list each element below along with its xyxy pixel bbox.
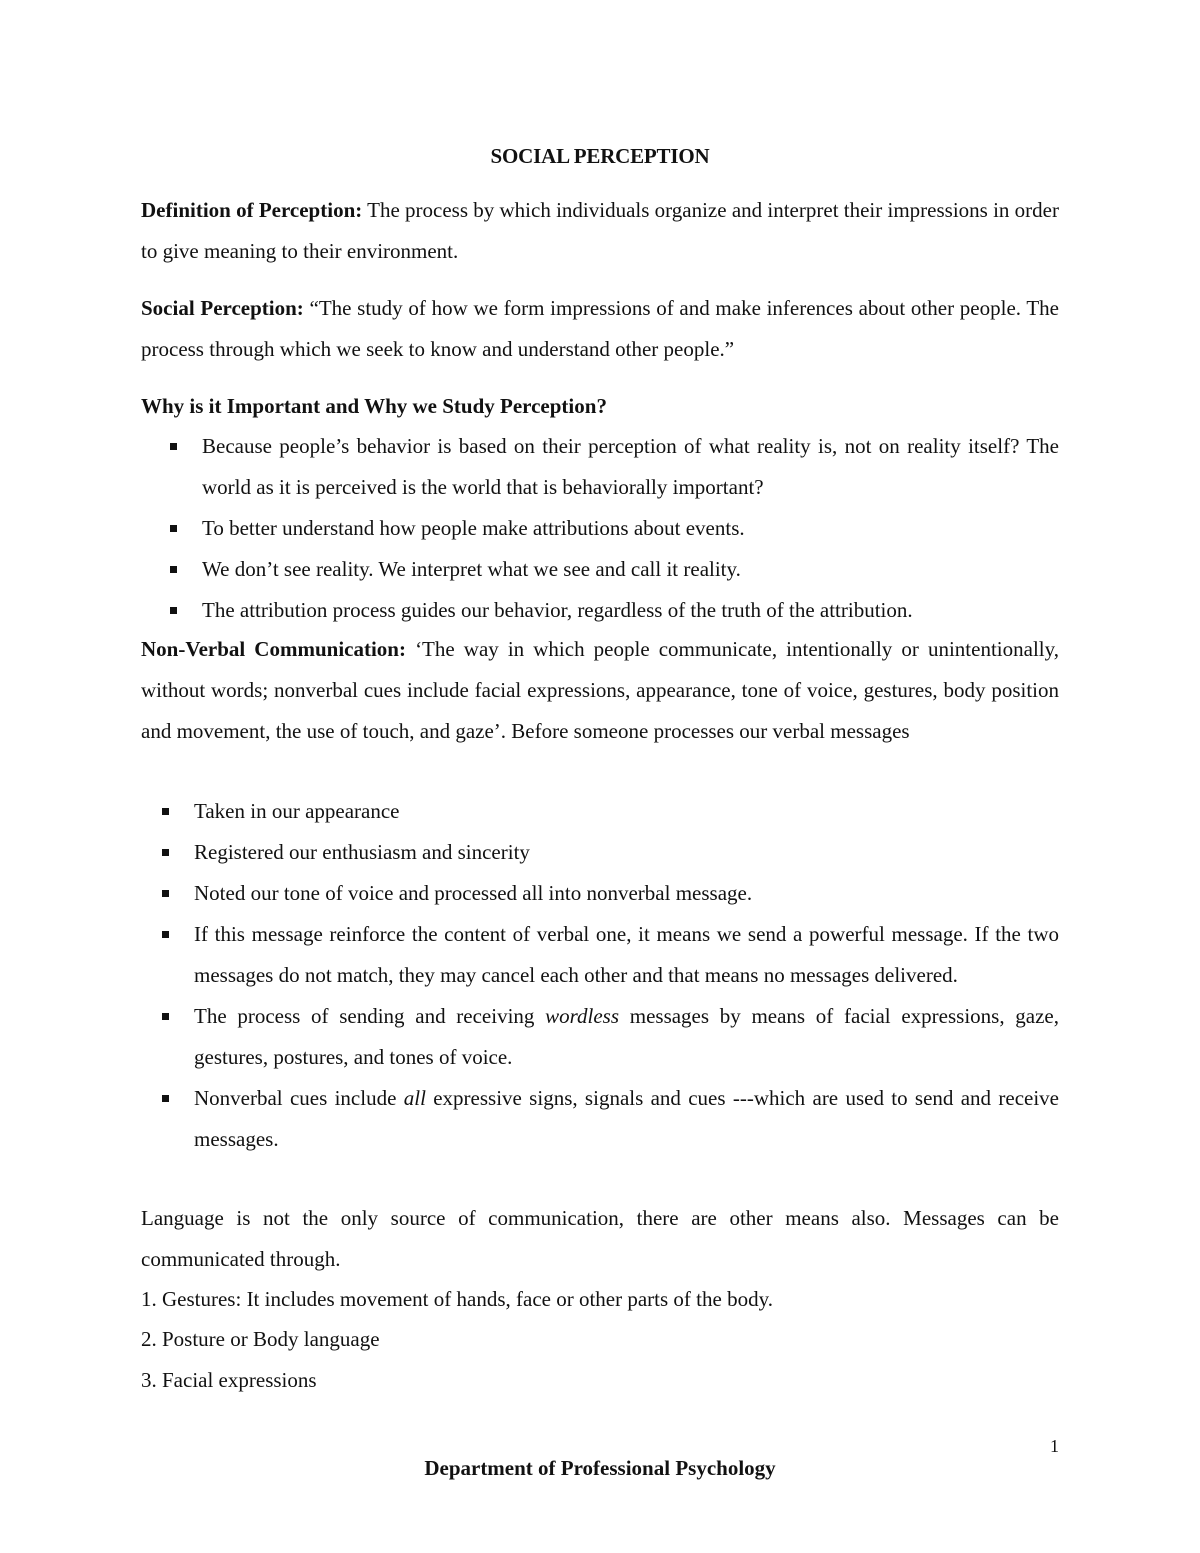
language-paragraph: Language is not the only source of communication, there are other means also. Messages can be communicated through. — [141, 1206, 1059, 1271]
definition-label: Definition of Perception: — [141, 198, 363, 222]
bullet-icon — [170, 525, 177, 532]
nonverbal-paragraph — [141, 629, 1059, 752]
list-item: Noted our tone of voice and processed all into nonverbal message. — [141, 873, 1059, 914]
bullet-icon — [162, 1095, 169, 1102]
nonverbal-text: ‘The way in which people communicate, intentionally or unintentionally, without words; nonverbal cues include facial expressions, appearance, tone of voice, gestures, body position and movement, the use of touch, and gaze’. Before someone processes our verbal messages — [141, 637, 1059, 743]
bullet-icon — [170, 607, 177, 614]
numbered-item: 2. Posture or Body language — [141, 1327, 380, 1351]
why-bullet-list — [141, 426, 1059, 631]
bullet-icon — [162, 931, 169, 938]
nonverbal-label: Non-Verbal Communication: — [141, 637, 406, 661]
bullet-icon — [170, 566, 177, 573]
list-item: Because people’s behavior is based on their perception of what reality is, not on reality itself? The world as it is perceived is the world that is behaviorally important? — [141, 426, 1059, 508]
bullet-icon — [162, 808, 169, 815]
bullet-icon — [162, 890, 169, 897]
list-item: To better understand how people make attributions about events. — [141, 508, 1059, 549]
numbered-item: 3. Facial expressions — [141, 1368, 317, 1392]
bullet-icon — [162, 849, 169, 856]
nonverbal-bullet-list — [141, 791, 1059, 1160]
page-footer: Department of Professional Psychology — [424, 1456, 776, 1480]
numbered-item: 1. Gestures: It includes movement of hands, face or other parts of the body. — [141, 1287, 773, 1311]
bullet-icon — [170, 443, 177, 450]
social-perception-text: “The study of how we form impressions of and make inferences about other people. The process through which we seek to know and understand other people.” — [141, 296, 1059, 361]
page-title: SOCIAL PERCEPTION — [490, 144, 710, 168]
bullet-icon — [162, 1013, 169, 1020]
emphasis-text: wordless — [545, 1004, 620, 1028]
list-item: We don’t see reality. We interpret what we see and call it reality. — [141, 549, 1059, 590]
list-item: If this message reinforce the content of verbal one, it means we send a powerful message. If the two messages do not match, they may cancel each other and that means no messages delivered. — [141, 914, 1059, 996]
list-item: Registered our enthusiasm and sincerity — [141, 832, 1059, 873]
definition-text: The process by which individuals organize and interpret their impressions in order to give meaning to their environment. — [141, 198, 1059, 263]
definition-paragraph — [141, 190, 1059, 272]
page-number: 1 — [1050, 1436, 1059, 1456]
why-heading: Why is it Important and Why we Study Perception? — [141, 394, 607, 418]
social-perception-paragraph — [141, 288, 1059, 370]
list-item: Taken in our appearance — [141, 791, 1059, 832]
list-item: The attribution process guides our behavior, regardless of the truth of the attribution. — [141, 590, 1059, 631]
list-item: The process of sending and receiving wordless messages by means of facial expressions, gaze, gestures, postures, and tones of voice. — [141, 996, 1059, 1078]
social-perception-label: Social Perception: — [141, 296, 304, 320]
emphasis-text: all — [403, 1086, 426, 1110]
document-page — [141, 0, 1059, 1553]
list-item: Nonverbal cues include all expressive signs, signals and cues ---which are used to send and receive messages. — [141, 1078, 1059, 1160]
